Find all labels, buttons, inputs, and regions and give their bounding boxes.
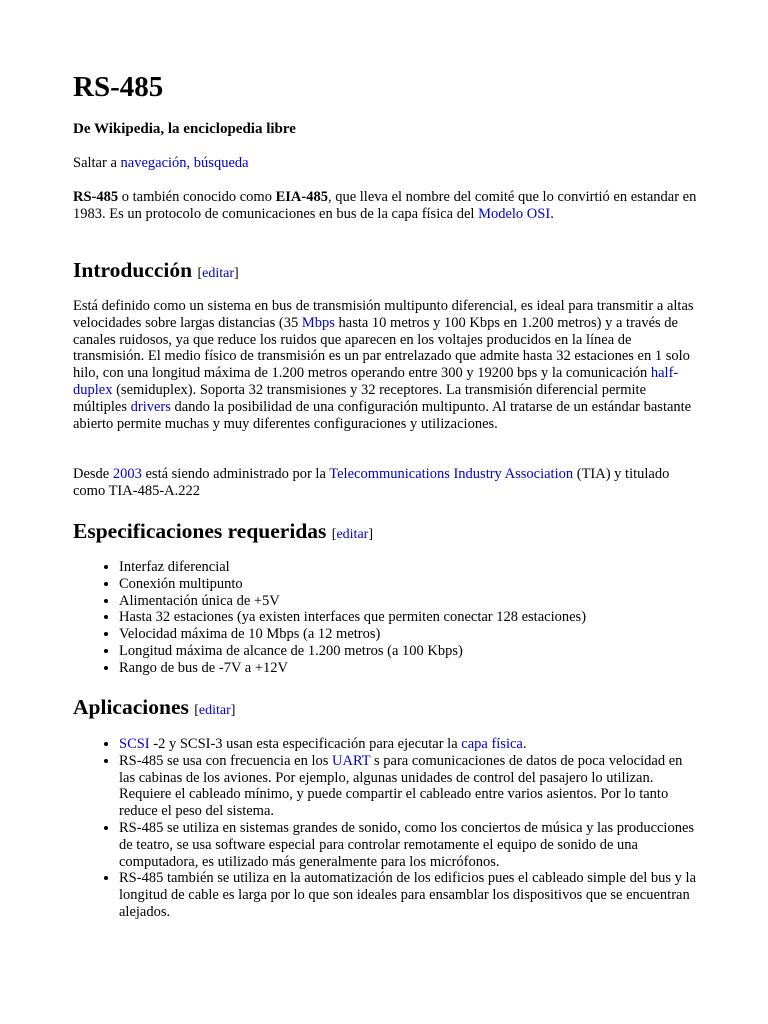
- section-heading-aplicaciones: [73, 693, 235, 725]
- list-item: • Longitud máxima de alcance de 1.200 metros (a 100 Kbps): [119, 643, 699, 660]
- page-subtitle: De Wikipedia, la enciclopedia libre: [73, 121, 296, 137]
- list-item: [119, 736, 699, 753]
- uart-link[interactable]: UART: [332, 752, 371, 769]
- mbps-link[interactable]: Mbps: [301, 314, 335, 331]
- half-duplex-link[interactable]: half-duplex: [73, 365, 679, 398]
- text: -2 y SCSI-3 usan esta especificación para ejecutar la: [149, 736, 462, 752]
- text: RS-485 se usa con frecuencia en los: [119, 752, 333, 769]
- section-heading-text: Introducción: [73, 258, 193, 282]
- text: está siendo administrado por la: [141, 466, 330, 482]
- intro-paragraph: [73, 189, 698, 223]
- specifications-list: [73, 559, 699, 677]
- list-item: • Conexión multipunto: [119, 576, 699, 593]
- text: Desde: [73, 466, 113, 482]
- text: s para comunicaciones de datos de poca velocidad en las cabinas de los aviones. Por ejemplo, algunas unidades de control del pasajero lo utilizan. Requiere el cableado mínimo, y puede compartir el cableado entre varios asientos. Por lo tanto reduce el peso del sistema.: [119, 752, 683, 820]
- list-item: • Velocidad máxima de 10 Mbps (a 12 metros): [119, 626, 699, 643]
- jump-links: [73, 154, 249, 172]
- applications-list: [73, 736, 699, 921]
- intro-text-3: .: [550, 205, 554, 222]
- edit-bracket: [editar]: [331, 527, 373, 542]
- text: Está definido como un sistema en bus de transmisión multipunto diferencial, es ideal para transmitir a altas velocidades sobre largas distancias (35: [73, 298, 694, 331]
- scsi-link[interactable]: SCSI: [119, 736, 150, 752]
- intro-text-1: o también conocido como: [118, 189, 276, 205]
- osi-model-link[interactable]: Modelo OSI: [478, 205, 551, 222]
- page-title: RS-485: [73, 71, 164, 103]
- navigation-link[interactable]: navegación: [120, 155, 187, 171]
- edit-bracket: [editar]: [197, 266, 239, 281]
- jump-separator: ,: [186, 155, 194, 171]
- text: (semiduplex). Soporta 32 transmisiones y 32 receptores. La transmisión diferencial permite múltiples: [73, 381, 647, 415]
- text: (TIA) y titulado como TIA-485-A.222: [73, 466, 670, 499]
- physical-layer-link[interactable]: capa física: [461, 736, 523, 752]
- tia-link[interactable]: Telecommunications Industry Association: [329, 466, 574, 482]
- intro-bold-rs485: RS-485: [73, 189, 119, 205]
- intro-bold-eia485: EIA-485: [275, 189, 328, 205]
- edit-link[interactable]: editar: [336, 527, 369, 542]
- section-heading-text: Especificaciones requeridas: [73, 519, 327, 543]
- list-item: • Hasta 32 estaciones (ya existen interfaces que permiten conectar 128 estaciones): [119, 609, 699, 626]
- list-item: • RS-485 también se utiliza en la automatización de los edificios pues el cableado simple del bus y la longitud de cable es larga por lo que son ideales para ensamblar los dispositivos que se encuentran alejados.: [119, 870, 699, 920]
- section-heading-text: Aplicaciones: [73, 695, 189, 719]
- tia-paragraph: [73, 466, 698, 500]
- edit-link[interactable]: editar: [202, 266, 234, 281]
- text: .: [522, 736, 527, 752]
- section-heading-especificaciones: [73, 517, 373, 549]
- list-item: [119, 753, 699, 820]
- search-link[interactable]: búsqueda: [193, 155, 249, 171]
- edit-bracket: [editar]: [194, 703, 236, 718]
- intro-text-2: , que lleva el nombre del comité que lo convirtió en estandar en 1983. Es un protocolo de comunicaciones en bus de la capa física del: [73, 189, 697, 222]
- year-2003-link[interactable]: 2003: [112, 466, 142, 482]
- list-item: • RS-485 se utiliza en sistemas grandes de sonido, como los conciertos de música y las producciones de teatro, se usa software especial para controlar remotamente el equipo de sonido de una computadora, es utilizado más generalmente para los micrófonos.: [119, 820, 699, 870]
- intro-body-paragraph: [73, 298, 698, 432]
- section-heading-introduccion: [73, 256, 239, 288]
- text: hasta 10 metros y 100 Kbps en 1.200 metros) y a través de canales ruidosos, ya que reduce los ruidos que aparecen en los voltajes producidos en la línea de transmisión. El medio físico de transmisión es un par entrelazado que admite hasta 32 estaciones en 1 solo hilo, con una longitud máxima de 1.200 metros operando entre 300 y 19200 bps y la comunicación: [73, 314, 690, 382]
- text: dando la posibilidad de una configuración multipunto. Al tratarse de un estándar bastante abierto permite muchas y muy diferentes configuraciones y utilizaciones.: [73, 398, 692, 432]
- drivers-link[interactable]: drivers: [130, 398, 171, 415]
- edit-link[interactable]: editar: [198, 703, 231, 718]
- list-item: • Alimentación única de +5V: [119, 593, 699, 610]
- list-item: • Interfaz diferencial: [119, 559, 699, 576]
- jump-prefix: Saltar a: [73, 155, 121, 171]
- list-item: • Rango de bus de -7V a +12V: [119, 660, 699, 677]
